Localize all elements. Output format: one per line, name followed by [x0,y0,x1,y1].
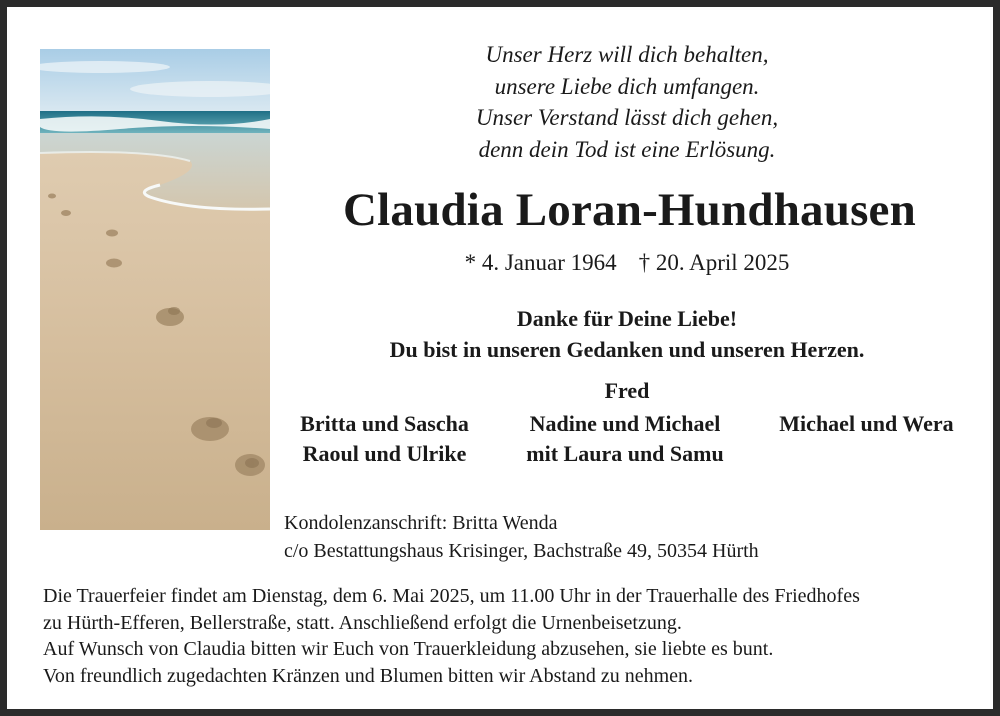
mourners-column-3 [759,409,974,439]
condolence-line: c/o Bestattungshaus Krisinger, Bachstraße 49, 50354 Hürth [284,540,759,562]
birth-date: * 4. Januar 1964 [464,250,617,275]
poem-line: Unser Herz will dich behalten, [485,42,769,67]
mourners-column-2 [500,409,750,469]
beach-footprints-image [40,49,270,530]
death-date: † 20. April 2025 [638,250,790,275]
funeral-notice [43,583,983,689]
mourner-entry: Nadine und Michael [529,411,721,436]
mourner-entry: Michael und Wera [779,411,954,436]
poem-line: denn dein Tod ist eine Erlösung. [478,136,776,162]
notice-line: zu Hürth-Efferen, Bellerstraße, statt. Anschließend erfolgt die Urnenbeisetzung. [43,611,682,634]
thanks-message [307,303,947,365]
poem-line: Unser Verstand lässt dich gehen, [475,105,779,130]
poem-line: unsere Liebe dich umfangen. [494,73,760,99]
condolence-address [284,509,924,565]
notice-line: Die Trauerfeier findet am Dienstag, dem 6. Mai 2025, um 11.00 Uhr in der Trauerhalle des Friedhofes [43,585,860,607]
thanks-line: Danke für Deine Liebe! [516,306,738,331]
mourner-entry: Britta und Sascha [300,411,469,436]
beach-photo-illustration [40,49,270,530]
mourner-entry: Raoul und Ulrike [302,441,467,466]
notice-line: Auf Wunsch von Claudia bitten wir Euch von Trauerkleidung abzusehen, sie liebte es bunt. [43,638,774,660]
notice-line: Von freundlich zugedachten Kränzen und Blumen bitten wir Abstand zu nehmen. [43,664,694,687]
condolence-line: Kondolenzanschrift: Britta Wenda [284,512,558,534]
mourner-head: Fred [604,378,650,403]
life-dates [407,247,847,279]
mourner-entry: mit Laura und Samu [526,441,724,466]
thanks-line: Du bist in unseren Gedanken und unseren Herzen. [389,337,865,362]
poem-verse [407,39,847,165]
deceased-name: Claudia Loran-Hundhausen [343,184,916,236]
mourners-column-1 [277,409,492,469]
